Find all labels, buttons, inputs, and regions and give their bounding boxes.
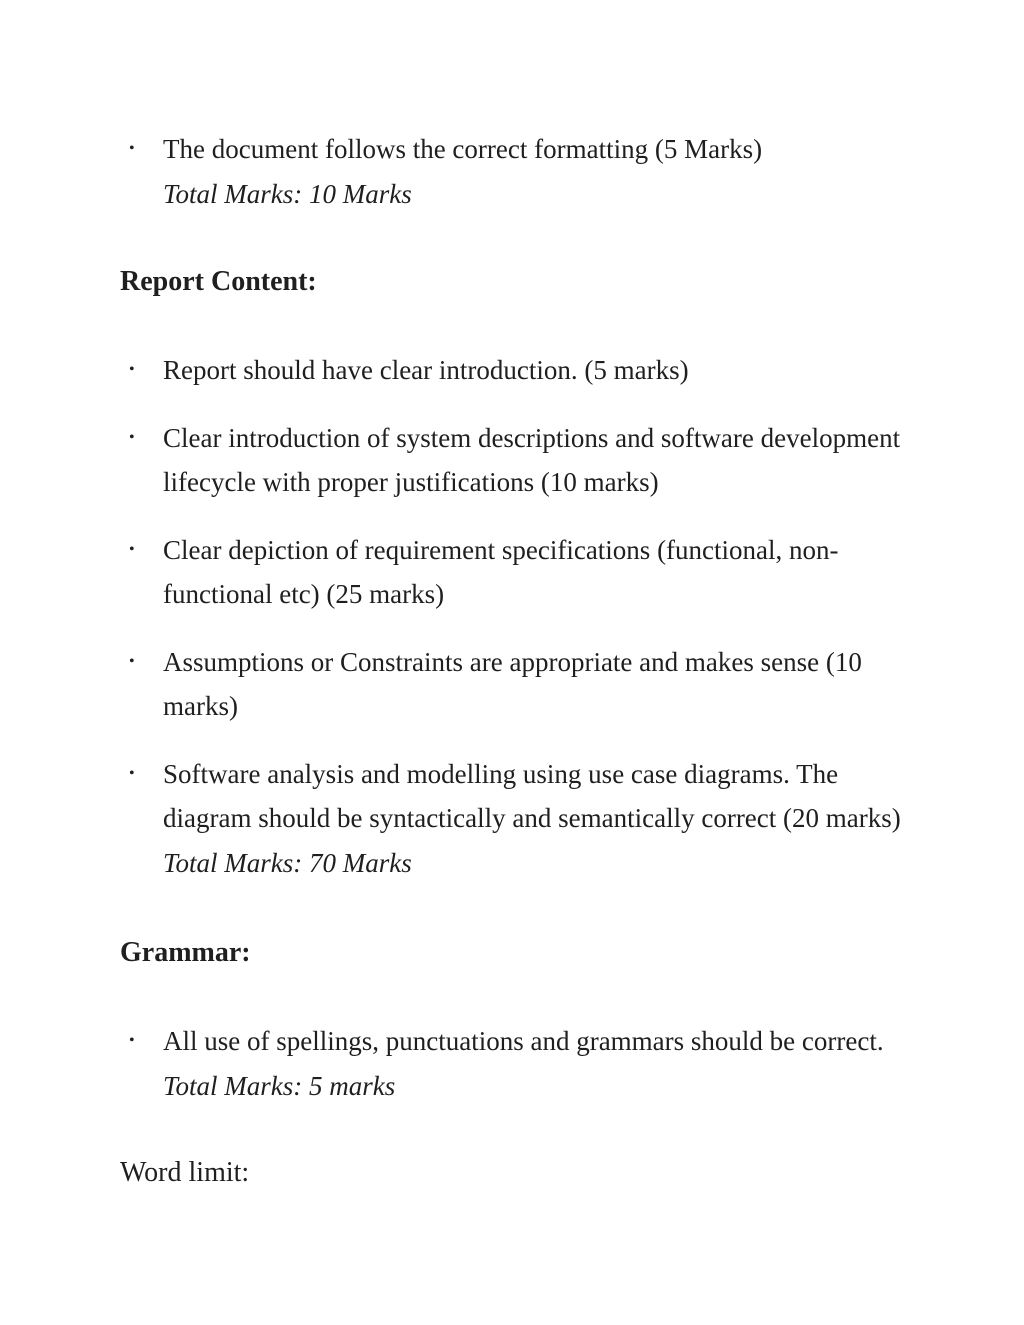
- criterion-text: All use of spellings, punctuations and grammars should be correct.: [163, 1026, 884, 1056]
- bullet-icon: •: [129, 361, 135, 378]
- bullet-icon: •: [129, 428, 135, 446]
- total-marks: Total Marks: 5 marks: [163, 1070, 396, 1101]
- criterion-text: Clear depiction of requirement specifications (functional, non-functional etc) (25 marks): [163, 534, 839, 609]
- criterion-text: Report should have clear introduction. (5 marks): [163, 355, 689, 385]
- word-limit-label: Word limit:: [120, 1157, 250, 1188]
- list-item: [120, 640, 910, 729]
- criterion-text: Software analysis and modelling using use case diagrams. The diagram should be syntactically and semantically correct (20 marks): [163, 758, 901, 833]
- list-item: [120, 1019, 910, 1108]
- bullet-icon: •: [129, 140, 135, 157]
- list-item: [120, 348, 910, 393]
- report-content-criteria-list: [120, 348, 910, 885]
- formatting-criteria-list: [120, 127, 910, 216]
- total-marks: Total Marks: 10 Marks: [163, 178, 412, 209]
- section-heading-grammar: Grammar:: [120, 937, 251, 968]
- total-marks: Total Marks: 70 Marks: [163, 847, 412, 878]
- list-item: [120, 752, 903, 886]
- grammar-criteria-list: [120, 1019, 910, 1108]
- criterion-text: Clear introduction of system descriptions and software development lifecycle with proper justifications (10 marks): [163, 422, 901, 497]
- bullet-icon: •: [129, 652, 135, 670]
- list-item: [120, 416, 910, 505]
- list-item: [120, 528, 910, 617]
- criterion-text: The document follows the correct formatting (5 Marks): [163, 134, 763, 164]
- bullet-icon: •: [129, 540, 135, 558]
- bullet-icon: •: [129, 1032, 135, 1049]
- section-heading-report-content: Report Content:: [120, 266, 317, 297]
- bullet-icon: •: [129, 764, 135, 782]
- list-item: [120, 127, 803, 216]
- criterion-text: Assumptions or Constraints are appropriate and makes sense (10 marks): [163, 646, 862, 721]
